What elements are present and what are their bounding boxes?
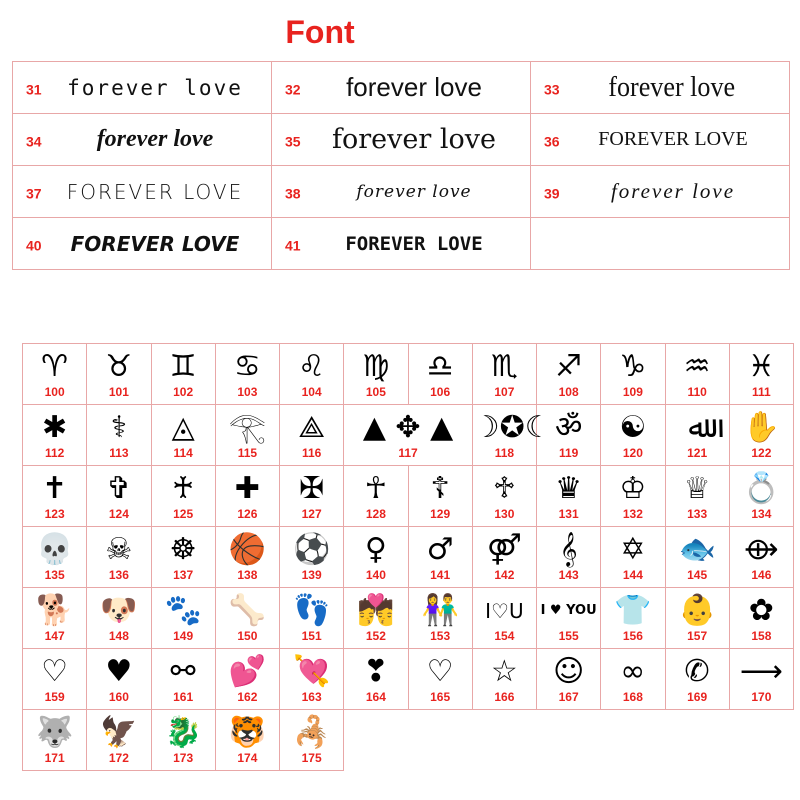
symbol-code: 131 xyxy=(558,507,579,521)
font-number: 32 xyxy=(285,81,301,98)
font-number: 37 xyxy=(26,185,42,202)
symbol-option-159[interactable] xyxy=(23,649,87,710)
symbol-code: 118 xyxy=(494,446,515,460)
symbol-code: 138 xyxy=(237,568,258,582)
symbol-code: 106 xyxy=(430,385,451,399)
symbol-option-140[interactable] xyxy=(344,527,408,588)
symbol-code: 112 xyxy=(44,446,65,460)
font-number: 38 xyxy=(285,185,301,202)
ornate-cross-icon: ♱ xyxy=(492,471,516,506)
symbol-option-145[interactable] xyxy=(665,527,729,588)
font-option-35[interactable] xyxy=(272,114,531,166)
symbol-code: 164 xyxy=(365,690,386,704)
boy-girl-icon: 👫 xyxy=(421,593,459,628)
symbol-code: 148 xyxy=(108,629,129,643)
symbol-code: 143 xyxy=(558,568,579,582)
symbol-option-165[interactable] xyxy=(408,649,472,710)
symbol-option-155[interactable] xyxy=(537,588,601,649)
couple-symbol-icon: ⚤ xyxy=(486,532,522,567)
font-sample: forever love xyxy=(610,179,736,203)
font-option-41[interactable] xyxy=(272,218,531,270)
symbol-code: 168 xyxy=(622,690,643,704)
libra-icon: ♎ xyxy=(426,349,454,384)
font-option-37[interactable] xyxy=(13,166,272,218)
pisces-icon: ♓ xyxy=(747,349,775,384)
symbol-option-108[interactable] xyxy=(537,344,601,405)
symbol-option-106[interactable] xyxy=(408,344,472,405)
yin-yang-icon: ☯ xyxy=(619,410,647,445)
font-number: 40 xyxy=(26,237,42,254)
aries-icon: ♈ xyxy=(41,349,69,384)
symbol-code: 101 xyxy=(108,385,129,399)
om-icon: ॐ xyxy=(554,410,583,445)
symbol-code: 161 xyxy=(173,690,194,704)
symbol-option-144[interactable] xyxy=(601,527,665,588)
cross-icon: ✝ xyxy=(42,471,68,506)
caduceus-icon: ⚕ xyxy=(110,410,127,445)
capricorn-icon: ♑ xyxy=(619,349,647,384)
symbol-code: 166 xyxy=(494,690,515,704)
symbol-option-163[interactable] xyxy=(280,649,344,710)
outlined-cross-icon: ✞ xyxy=(106,471,132,506)
symbol-option-152[interactable] xyxy=(344,588,408,649)
symbol-code: 109 xyxy=(622,385,643,399)
symbol-code: 121 xyxy=(687,446,708,460)
linked-hearts-icon: ❣ xyxy=(363,654,389,689)
symbol-option-101[interactable] xyxy=(87,344,151,405)
font-number: 35 xyxy=(285,133,301,150)
symbol-code: 170 xyxy=(751,690,772,704)
symbol-code: 172 xyxy=(108,751,129,765)
symbol-code: 129 xyxy=(430,507,451,521)
symbol-code: 137 xyxy=(173,568,194,582)
symbol-option-133[interactable] xyxy=(665,466,729,527)
font-sample: forever love xyxy=(332,124,496,155)
taurus-icon: ♉ xyxy=(105,349,133,384)
allah-calligraphy-icon: ﷲ xyxy=(688,410,706,445)
symbol-code: 134 xyxy=(751,507,772,521)
font-sample: forever love xyxy=(608,71,736,103)
heart-solid-icon: ♥ xyxy=(105,654,133,689)
flower-icon: ✿ xyxy=(748,593,774,628)
symbol-option-136[interactable] xyxy=(87,527,151,588)
symbol-code: 144 xyxy=(622,568,643,582)
symbol-code: 160 xyxy=(108,690,129,704)
font-option-36[interactable] xyxy=(531,114,790,166)
eagle-icon: 🦅 xyxy=(100,715,138,750)
font-number: 31 xyxy=(26,81,42,98)
two-hearts-icon: 💕 xyxy=(228,654,267,689)
font-number: 41 xyxy=(285,237,301,254)
crown-outline-icon: ♔ xyxy=(619,471,647,506)
symbol-option-112[interactable] xyxy=(23,405,87,466)
symbol-code: 155 xyxy=(558,629,579,643)
symbol-option-156[interactable] xyxy=(601,588,665,649)
symbol-option-115[interactable] xyxy=(215,405,279,466)
symbol-option-151[interactable] xyxy=(280,588,344,649)
symbol-code: 141 xyxy=(430,568,451,582)
symbol-option-162[interactable] xyxy=(215,649,279,710)
font-sample: FOREVER LOVE xyxy=(345,232,483,255)
symbol-option-117[interactable] xyxy=(344,405,473,466)
symbol-code: 110 xyxy=(687,385,707,399)
font-number: 33 xyxy=(544,81,560,98)
sagittarius-icon: ♐ xyxy=(555,349,583,384)
skull-crossbones-icon: ☠ xyxy=(105,532,133,567)
symbol-code: 158 xyxy=(751,629,772,643)
symbol-code: 163 xyxy=(301,690,322,704)
symbol-option-126[interactable] xyxy=(215,466,279,527)
symbol-option-134[interactable] xyxy=(729,466,793,527)
hamsa-icon: ✋ xyxy=(742,410,781,445)
symbol-option-146[interactable] xyxy=(729,527,793,588)
symbol-code: 123 xyxy=(44,507,65,521)
aquarius-icon: ♒ xyxy=(683,349,711,384)
symbol-option-138[interactable] xyxy=(215,527,279,588)
symbol-option-137[interactable] xyxy=(151,527,215,588)
symbol-code: 169 xyxy=(687,690,708,704)
symbol-option-170[interactable] xyxy=(729,649,793,710)
font-option-34[interactable] xyxy=(13,114,272,166)
symbol-option-173[interactable] xyxy=(151,710,215,771)
symbol-code: 162 xyxy=(237,690,258,704)
font-sample: forever love xyxy=(356,181,472,202)
font-option-32[interactable] xyxy=(272,62,531,114)
symbol-code: 154 xyxy=(494,629,515,643)
symbol-code: 126 xyxy=(237,507,258,521)
font-option-39[interactable] xyxy=(531,166,790,218)
symbol-code: 174 xyxy=(237,751,258,765)
symbol-option-124[interactable] xyxy=(87,466,151,527)
symbol-code: 124 xyxy=(108,507,129,521)
kissing-couple-icon: 💏 xyxy=(357,593,395,628)
page-title: Font xyxy=(285,14,355,50)
dog-silhouette-icon: 🐕 xyxy=(35,593,74,628)
symbol-code: 171 xyxy=(44,751,65,765)
symbol-option-100[interactable] xyxy=(23,344,87,405)
symbol-code: 165 xyxy=(430,690,451,704)
double-heart-outline-icon: ⚯ xyxy=(170,654,196,689)
symbol-code: 117 xyxy=(398,446,418,460)
symbol-option-153[interactable] xyxy=(408,588,472,649)
symbol-option-119[interactable] xyxy=(537,405,601,466)
symbol-option-125[interactable] xyxy=(151,466,215,527)
cancer-icon: ♋ xyxy=(233,349,261,384)
symbol-code: 146 xyxy=(751,568,772,582)
font-option-40[interactable] xyxy=(13,218,272,270)
symbol-option-114[interactable] xyxy=(151,405,215,466)
symbol-code: 116 xyxy=(301,446,322,460)
bold-cross-icon: ✚ xyxy=(234,471,260,506)
heart-outline-thick-icon: ♡ xyxy=(41,654,69,689)
virgo-icon: ♍ xyxy=(362,349,390,384)
baby-face-icon: 👶 xyxy=(678,593,716,628)
symbol-code: 159 xyxy=(44,690,65,704)
symbol-code: 151 xyxy=(301,629,322,643)
paw-print-icon: 🐾 xyxy=(164,593,202,628)
symbol-option-113[interactable] xyxy=(87,405,151,466)
symbol-code: 120 xyxy=(622,446,643,460)
symbol-option-139[interactable] xyxy=(280,527,344,588)
symbol-code: 145 xyxy=(687,568,708,582)
symbol-option-104[interactable] xyxy=(280,344,344,405)
symbol-code: 105 xyxy=(365,385,386,399)
font-sample: FOREVER LOVE xyxy=(66,179,244,204)
symbol-code: 111 xyxy=(752,385,771,399)
symbol-option-141[interactable] xyxy=(408,527,472,588)
symbol-code: 142 xyxy=(494,568,515,582)
symbol-code: 140 xyxy=(365,568,386,582)
symbol-option-116[interactable] xyxy=(280,405,344,466)
symbol-code: 128 xyxy=(365,507,386,521)
symbol-code: 135 xyxy=(44,568,65,582)
symbol-code: 125 xyxy=(173,507,194,521)
symbol-option-175[interactable] xyxy=(280,710,344,771)
baby-onesie-icon: 👕 xyxy=(614,593,652,628)
symbol-code: 107 xyxy=(494,385,515,399)
font-sample: forever love xyxy=(96,126,214,152)
symbol-option-149[interactable] xyxy=(151,588,215,649)
symbol-code: 133 xyxy=(687,507,708,521)
symbol-option-148[interactable] xyxy=(87,588,151,649)
symbol-option-160[interactable] xyxy=(87,649,151,710)
font-empty-cell xyxy=(531,218,790,270)
dog-face-icon: 🐶 xyxy=(100,593,138,628)
hearts-arrow-icon: 💘 xyxy=(292,654,331,689)
font-option-31[interactable] xyxy=(13,62,272,114)
arrow-right-icon: ⟶ xyxy=(739,654,783,689)
symbol-option-109[interactable] xyxy=(601,344,665,405)
symbol-option-142[interactable] xyxy=(472,527,536,588)
font-sample: FOREVER LOVE xyxy=(598,128,748,150)
triforce-wings-icon: ▲ ✥ ▲ xyxy=(362,410,454,445)
symbol-code: 122 xyxy=(751,446,772,460)
symbol-code: 153 xyxy=(430,629,451,643)
font-table xyxy=(12,61,790,270)
symbol-code: 132 xyxy=(622,507,643,521)
symbol-option-171[interactable] xyxy=(23,710,87,771)
font-option-38[interactable] xyxy=(272,166,531,218)
symbol-option-174[interactable] xyxy=(215,710,279,771)
maltese-cross-icon: ✠ xyxy=(299,471,325,506)
symbol-code: 175 xyxy=(301,751,322,765)
crown-icon: ♛ xyxy=(555,471,583,506)
symbol-empty-area xyxy=(344,710,794,771)
symbol-code: 167 xyxy=(558,690,579,704)
symbol-table xyxy=(22,343,794,771)
symbol-code: 149 xyxy=(173,629,194,643)
symbol-option-127[interactable] xyxy=(280,466,344,527)
ichthys-icon: ⟴ xyxy=(744,532,779,567)
scorpio-icon: ♏ xyxy=(490,349,518,384)
symbol-code: 103 xyxy=(237,385,258,399)
treble-clef-icon: 𝄞 xyxy=(559,532,578,567)
symbol-code: 115 xyxy=(237,446,258,460)
symbol-code: 156 xyxy=(622,629,643,643)
basketball-icon: 🏀 xyxy=(228,532,267,567)
latin-cross-outline-icon: ♰ xyxy=(171,471,195,506)
font-option-33[interactable] xyxy=(531,62,790,114)
ankh-icon: ☥ xyxy=(364,471,388,506)
heart-outline-icon: ♡ xyxy=(426,654,454,689)
symbol-option-147[interactable] xyxy=(23,588,87,649)
star-of-life-icon: ✱ xyxy=(42,410,68,445)
star-of-david-icon: ✡ xyxy=(620,532,646,567)
symbol-option-129[interactable] xyxy=(408,466,472,527)
symbol-option-166[interactable] xyxy=(472,649,536,710)
valknut-icon: ⟁ xyxy=(298,410,325,445)
soccer-ball-icon: ⚽ xyxy=(292,532,331,567)
symbol-code: 157 xyxy=(687,629,708,643)
baby-feet-icon: 👣 xyxy=(292,593,331,628)
tiara-icon: ♕ xyxy=(683,471,711,506)
diamond-ring-icon: 💍 xyxy=(742,471,781,506)
tiger-icon: 🐯 xyxy=(228,715,267,750)
font-sample: FOREVER LOVE xyxy=(70,231,240,256)
eye-of-horus-icon: 𓂀 xyxy=(228,410,267,445)
eye-triangle-icon: ◬ xyxy=(171,410,195,445)
symbol-code: 173 xyxy=(173,751,194,765)
smiley-icon: ☺ xyxy=(552,654,585,689)
symbol-option-111[interactable] xyxy=(729,344,793,405)
i-love-u-icon: I♡U xyxy=(485,599,524,623)
symbol-code: 119 xyxy=(558,446,579,460)
symbol-option-157[interactable] xyxy=(665,588,729,649)
star-outline-icon: ☆ xyxy=(490,654,518,689)
i-love-you-icon: I ♥ YOU xyxy=(540,603,597,618)
symbol-option-150[interactable] xyxy=(215,588,279,649)
symbol-option-161[interactable] xyxy=(151,649,215,710)
symbol-code: 102 xyxy=(173,385,194,399)
gemini-icon: ♊ xyxy=(169,349,197,384)
infinity-icon: ∞ xyxy=(620,654,646,689)
dragon-icon: 🐉 xyxy=(164,715,202,750)
wolf-icon: 🐺 xyxy=(35,715,74,750)
symbol-option-130[interactable] xyxy=(472,466,536,527)
symbol-option-118[interactable] xyxy=(472,405,552,466)
symbol-option-103[interactable] xyxy=(215,344,279,405)
symbol-code: 127 xyxy=(301,507,322,521)
symbol-option-167[interactable] xyxy=(537,649,601,710)
font-number: 39 xyxy=(544,185,560,202)
symbol-code: 104 xyxy=(301,385,322,399)
symbol-option-105[interactable] xyxy=(344,344,408,405)
symbol-code: 139 xyxy=(301,568,322,582)
skull-icon: 💀 xyxy=(35,532,74,567)
symbol-code: 136 xyxy=(108,568,129,582)
scorpion-icon: 🦂 xyxy=(292,715,331,750)
symbol-code: 152 xyxy=(365,629,386,643)
symbol-code: 150 xyxy=(237,629,258,643)
symbol-option-172[interactable] xyxy=(87,710,151,771)
symbol-option-122[interactable] xyxy=(729,405,793,466)
symbol-option-158[interactable] xyxy=(729,588,793,649)
ship-wheel-icon: ☸ xyxy=(169,532,197,567)
font-number: 34 xyxy=(26,133,42,150)
male-symbol-icon: ♂ xyxy=(426,532,454,567)
ichthys-cross-icon: 🐟 xyxy=(678,532,716,567)
phone-icon: ✆ xyxy=(684,654,710,689)
symbol-code: 130 xyxy=(494,507,515,521)
symbol-option-168[interactable] xyxy=(601,649,665,710)
symbol-option-128[interactable] xyxy=(344,466,408,527)
leo-icon: ♌ xyxy=(298,349,326,384)
font-sample: forever love xyxy=(346,72,482,102)
symbol-code: 114 xyxy=(173,446,193,460)
symbol-option-135[interactable] xyxy=(23,527,87,588)
symbol-option-123[interactable] xyxy=(23,466,87,527)
symbol-option-120[interactable] xyxy=(601,405,665,466)
bone-icon: 🦴 xyxy=(228,593,267,628)
symbol-code: 147 xyxy=(44,629,65,643)
female-symbol-icon: ♀ xyxy=(364,532,387,567)
font-number: 36 xyxy=(544,133,560,150)
symbol-option-169[interactable] xyxy=(665,649,729,710)
symbol-code: 108 xyxy=(558,385,579,399)
symbol-code: 100 xyxy=(44,385,65,399)
font-sample: forever love xyxy=(67,75,243,100)
symbol-code: 113 xyxy=(109,446,129,460)
symbol-option-132[interactable] xyxy=(601,466,665,527)
triple-moon-icon: ☽✪☾ xyxy=(472,410,552,445)
orthodox-cross-icon: ☦ xyxy=(430,471,450,506)
symbol-option-121[interactable] xyxy=(665,405,729,466)
symbol-option-143[interactable] xyxy=(537,527,601,588)
symbol-option-107[interactable] xyxy=(472,344,536,405)
symbol-option-154[interactable] xyxy=(472,588,536,649)
symbol-option-110[interactable] xyxy=(665,344,729,405)
symbol-option-131[interactable] xyxy=(537,466,601,527)
symbol-option-102[interactable] xyxy=(151,344,215,405)
symbol-option-164[interactable] xyxy=(344,649,408,710)
